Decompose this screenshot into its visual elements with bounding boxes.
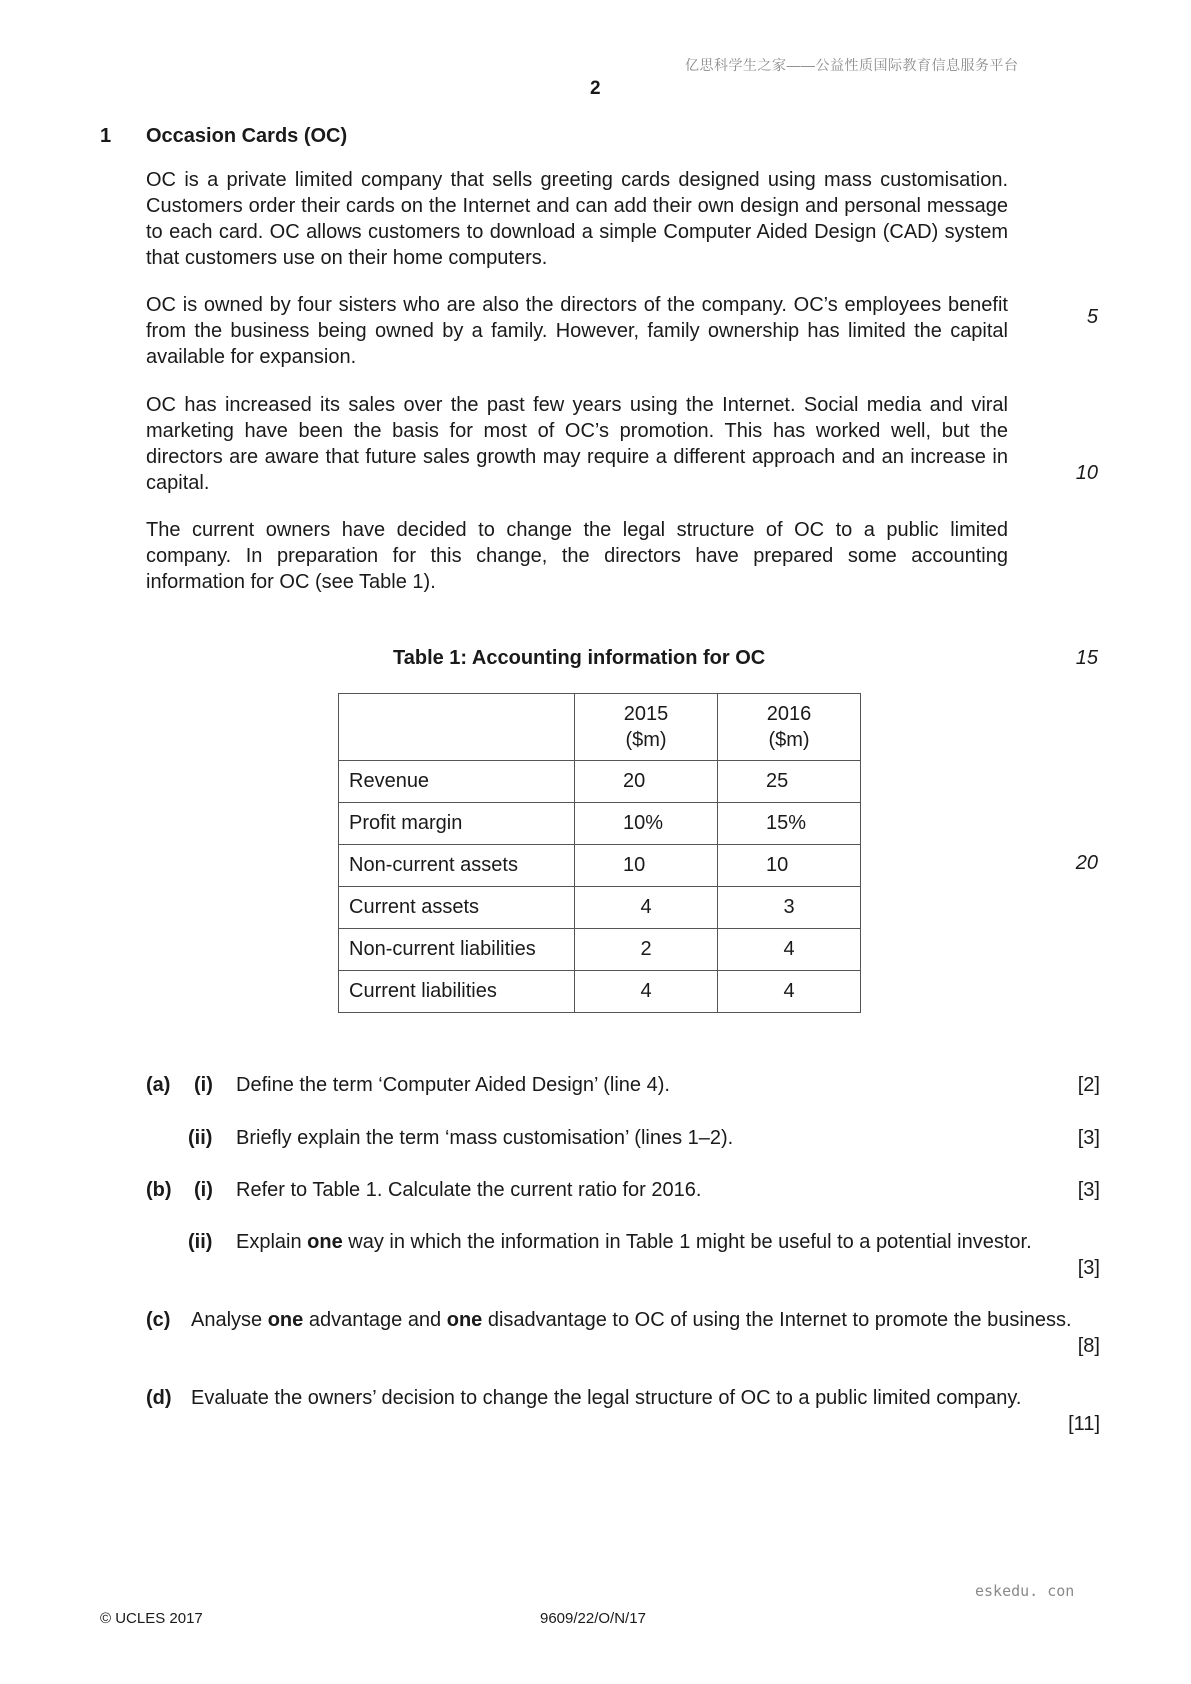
part-b-ii-text-bold: one <box>307 1231 343 1253</box>
page-number: 2 <box>590 78 601 99</box>
table-caption: Table 1: Accounting information for OC <box>393 647 766 669</box>
part-c-text-pre: Analyse <box>191 1309 268 1331</box>
part-a-ii-label: (ii) <box>188 1127 213 1149</box>
row-label: Non-current assets <box>339 845 575 887</box>
question-title: Occasion Cards (OC) <box>146 125 348 147</box>
part-d-text: Evaluate the owners’ decision to change the legal structure of OC to a public limited company. <box>191 1387 1022 1409</box>
row-label: Profit margin <box>339 803 575 845</box>
row-value-2015: 20 <box>575 761 718 803</box>
table-row <box>339 845 861 887</box>
row-value-2015: 2 <box>575 929 718 971</box>
table-row <box>339 803 861 845</box>
part-c-text-mid: advantage and <box>303 1309 447 1331</box>
row-value-2015: 4 <box>575 887 718 929</box>
part-b-i-text: Refer to Table 1. Calculate the current ratio for 2016. <box>236 1179 702 1201</box>
part-a-ii-text: Briefly explain the term ‘mass customisation’ (lines 1–2). <box>236 1127 734 1149</box>
table-header-2016 <box>718 694 861 761</box>
header-2015-unit: ($m) <box>625 729 667 751</box>
case-paragraph-2: OC is owned by four sisters who are also the directors of the company. OC’s employees benefit from the business being owned by a family. However, family ownership has limited the capital available for expansion. <box>146 294 1008 368</box>
row-value-2015: 4 <box>575 971 718 1013</box>
header-2016-year: 2016 <box>766 703 812 725</box>
row-value-2015: 10% <box>575 803 718 845</box>
line-number-5: 5 <box>1086 306 1098 328</box>
table-header-2015 <box>575 694 718 761</box>
table-row <box>339 971 861 1013</box>
table-row <box>339 887 861 929</box>
question-d <box>0 1385 1191 1445</box>
row-value-2016: 4 <box>718 929 861 971</box>
table-row <box>339 761 861 803</box>
part-b-ii-label: (ii) <box>188 1231 213 1253</box>
footer-paper-code: 9609/22/O/N/17 <box>540 1610 646 1627</box>
part-b-ii-text-pre: Explain <box>236 1231 308 1253</box>
part-b-ii-mark: [3] <box>1077 1257 1100 1279</box>
case-paragraph-1: OC is a private limited company that sells greeting cards designed using mass customisation. Customers order their cards on the Internet and can add their own design and personal message to each card. OC allows customers to download a simple Computer Aided Design (CAD) system that customers use on their home computers. <box>146 169 1008 269</box>
case-paragraph-3: OC has increased its sales over the past few years using the Internet. Social media and viral marketing have been the basis for most of OC’s promotion. This has worked well, but the directors are aware that future sales growth may require a different approach and an increase in capital. <box>146 394 1008 494</box>
part-c-text-bold-2: one <box>446 1309 483 1331</box>
row-value-2016: 4 <box>718 971 861 1013</box>
question-b-ii <box>0 1229 1191 1289</box>
line-number-20: 20 <box>1075 852 1098 874</box>
row-label: Current assets <box>339 887 575 929</box>
footer-copyright: © UCLES 2017 <box>100 1610 203 1627</box>
table-header-row <box>339 694 861 761</box>
header-2016-unit: ($m) <box>768 729 810 751</box>
part-a-i-label: (i) <box>194 1074 213 1096</box>
part-c-label: (c) <box>146 1309 171 1331</box>
table-header-empty <box>339 694 575 761</box>
header-2015-year: 2015 <box>623 703 669 725</box>
line-number-15: 15 <box>1075 647 1098 669</box>
part-a-ii-mark: [3] <box>1077 1127 1100 1149</box>
row-value-2015: 10 <box>575 845 718 887</box>
part-a-i-mark: [2] <box>1077 1074 1100 1096</box>
part-b-i-label: (i) <box>194 1179 213 1201</box>
accounting-table <box>338 693 861 1013</box>
row-label: Current liabilities <box>339 971 575 1013</box>
case-paragraph-4: The current owners have decided to change the legal structure of OC to a public limited company. In preparation for this change, the directors have prepared some accounting information for OC (see Table 1). <box>146 519 1008 593</box>
row-value-2016: 10 <box>718 845 861 887</box>
question-c <box>0 1307 1191 1367</box>
part-b-label: (b) <box>146 1179 172 1201</box>
part-b-ii-text-post: way in which the information in Table 1 might be useful to a potential investor. <box>342 1231 1032 1253</box>
part-a-label: (a) <box>146 1074 171 1096</box>
line-number-10: 10 <box>1075 462 1098 484</box>
row-value-2016: 15% <box>718 803 861 845</box>
question-number: 1 <box>100 125 112 147</box>
row-value-2016: 25 <box>718 761 861 803</box>
part-b-i-mark: [3] <box>1077 1179 1100 1201</box>
part-c-text-bold-1: one <box>267 1309 304 1331</box>
part-a-i-text: Define the term ‘Computer Aided Design’ (line 4). <box>236 1074 670 1096</box>
part-c-text <box>191 1307 1098 1333</box>
row-label: Revenue <box>339 761 575 803</box>
table-row <box>339 929 861 971</box>
part-c-mark: [8] <box>1077 1335 1100 1357</box>
footer-watermark: eskedu. con <box>975 1582 1075 1600</box>
header-watermark: 亿思科学生之家——公益性质国际教育信息服务平台 <box>685 57 1019 73</box>
row-label: Non-current liabilities <box>339 929 575 971</box>
part-b-ii-text <box>236 1229 1098 1255</box>
row-value-2016: 3 <box>718 887 861 929</box>
part-d-label: (d) <box>146 1387 172 1409</box>
part-d-mark: [11] <box>1068 1413 1100 1435</box>
part-c-text-post: disadvantage to OC of using the Internet to promote the business. <box>482 1309 1072 1331</box>
